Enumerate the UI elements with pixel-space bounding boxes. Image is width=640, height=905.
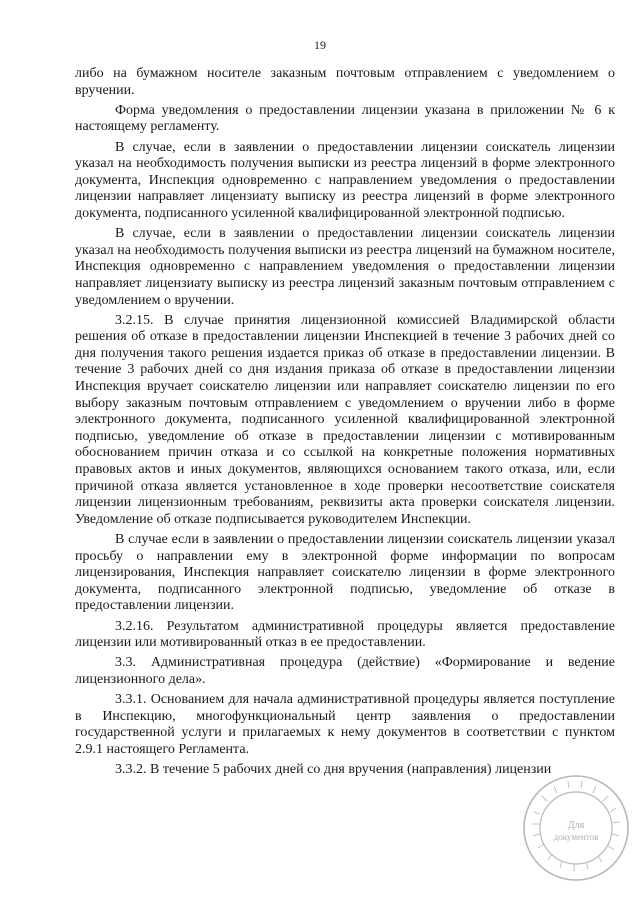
paragraph: В случае, если в заявлении о предоставлении лицензии соискатель лицензии указал на необходимость получения выписки из реестра лицензий в форме электронного документа, Инспекция одновременно с направлением уведомления о предоставлении лицензии направляет лицензиату выписку из реестра лицензий в форме электронного документа, подписанного усиленной квалифицированной электронной подписью. [75,139,615,221]
paragraph: 3.3.1. Основанием для начала административной процедуры является поступление в Инспекцию, многофункциональный центр заявления о предоставлении государственной услуги и прилагаемых к нему документов в соответствии с пунктом 2.9.1 настоящего Регламента. [75,692,615,757]
stamp-line: Для [567,820,585,831]
paragraph: 3.2.15. В случае принятия лицензионной комиссией Владимирской области решения об отказе в предоставлении лицензии Инспекцией в течение 3 рабочих дней со дня получения такого решения издается приказ об отказе в предоставлении лицензии. В течение 3 рабочих дней со дня издания приказа об отказе в предоставлении лицензии Инспекция вручает соискателю лицензии или направляет соискателю лицензии по его выбору заказным почтовым отправлением с уведомлением о вручении либо в форме электронного документа, подписанного усиленной квалифицированной электронной подписью, уведомление об отказе в предоставлении лицензии с мотивированным обоснованием причин отказа и со ссылкой на конкретные положения нормативных правовых актов и иных документов, являющихся основанием такого отказа, или, если причиной отказа является установленное в ходе проверки несоответствие соискателя лицензии лицензионным требованиям, реквизиты акта проверки соискателя лицензии. Уведомление об отказе подписывается руководителем Инспекции. [75,312,615,527]
paragraph: 3.3. Административная процедура (действие) «Формирование и ведение лицензионного дела». [75,655,615,687]
paragraph: либо на бумажном носителе заказным почтовым отправлением с уведомлением о вручении. [75,66,615,98]
paragraph: Форма уведомления о предоставлении лицензии указана в приложении № 6 к настоящему регламенту. [75,102,615,135]
paragraph: В случае если в заявлении о предоставлении лицензии соискатель лицензии указал просьбу о направлении ему в электронной форме информации по вопросам лицензирования, Инспекция направляет соискателю лицензии в форме электронного документа, подписанного электронной подписью, уведомление об отказе в предоставлении лицензии. [75,532,615,614]
official-stamp [520,772,632,884]
page-number: 19 [314,38,326,52]
document-body [75,66,615,782]
paragraph: 3.3.2. В течение 5 рабочих дней со дня вручения (направления) лицензии [115,762,552,778]
stamp-line: документов [553,832,599,842]
paragraph: В случае, если в заявлении о предоставлении лицензии соискатель лицензии указал на необходимость получения выписки из реестра лицензий на бумажном носителе, Инспекция одновременно с направлением уведомления о предоставлении лицензии направляет лицензиату выписку из реестра лицензий заказным почтовым отправлением с уведомлением о вручении. [75,226,615,308]
stamp-seal-icon [520,772,632,884]
paragraph: 3.2.16. Результатом административной процедуры является предоставление лицензии или мотивированный отказ в ее предоставлении. [75,618,615,651]
